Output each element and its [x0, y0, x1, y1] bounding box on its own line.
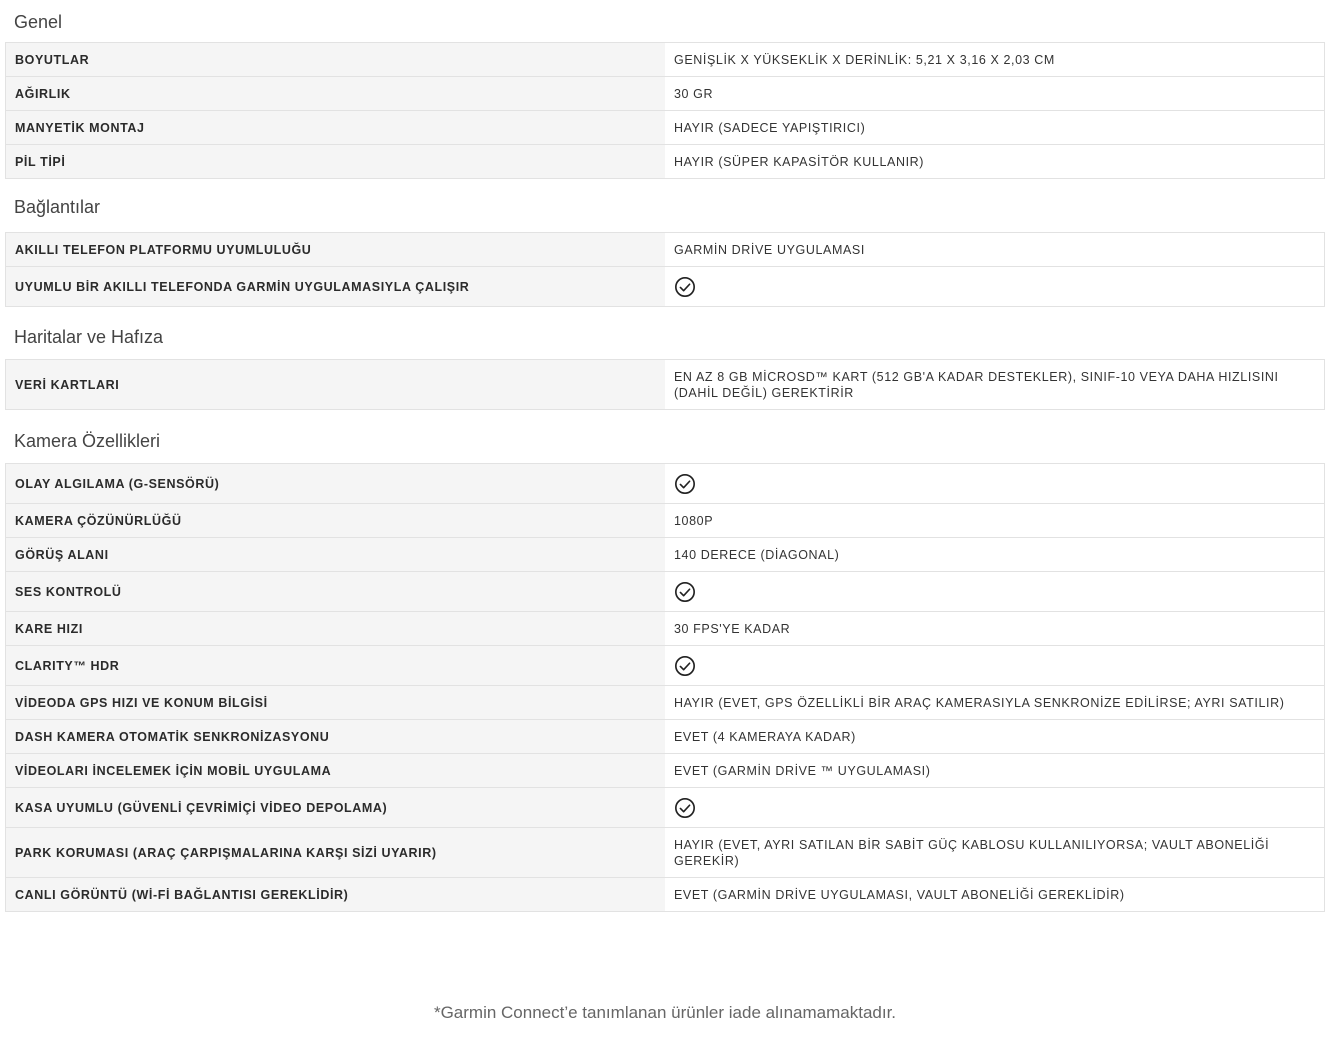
check-circle-icon	[674, 581, 696, 603]
spec-label: VERİ KARTLARI	[6, 360, 666, 410]
check-circle-icon	[674, 655, 696, 677]
spec-value	[665, 788, 1325, 828]
spec-label: CANLI GÖRÜNTÜ (Wİ-Fİ BAĞLANTISI GEREKLİDİR)	[6, 878, 666, 912]
spec-value: HAYIR (EVET, AYRI SATILAN BİR SABİT GÜÇ KABLOSU KULLANILIYORSA; VAULT ABONELİĞİ GEREKİR)	[665, 828, 1325, 878]
table-row	[6, 878, 1325, 912]
check-circle-icon	[674, 276, 696, 298]
section-title-kamera: Kamera Özellikleri	[14, 431, 161, 451]
table-row	[6, 828, 1325, 878]
table-row	[6, 77, 1325, 111]
table-row	[6, 754, 1325, 788]
table-row	[6, 267, 1325, 307]
spec-value: EVET (GARMİN DRİVE ™ UYGULAMASI)	[665, 754, 1325, 788]
spec-table-kamera	[5, 463, 1325, 912]
spec-label: GÖRÜŞ ALANI	[6, 538, 666, 572]
spec-label: AĞIRLIK	[6, 77, 666, 111]
table-row	[6, 572, 1325, 612]
spec-label: KASA UYUMLU (GÜVENLİ ÇEVRİMİÇİ VİDEO DEPOLAMA)	[6, 788, 666, 828]
spec-value: 30 GR	[665, 77, 1325, 111]
table-row	[6, 111, 1325, 145]
spec-value: GARMİN DRİVE UYGULAMASI	[665, 233, 1325, 267]
spec-value: HAYIR (EVET, GPS ÖZELLİKLİ BİR ARAÇ KAMERASIYLA SENKRONİZE EDİLİRSE; AYRI SATILIR)	[665, 686, 1325, 720]
spec-table-genel	[5, 42, 1325, 179]
table-row	[6, 538, 1325, 572]
section-title-baglantilar: Bağlantılar	[14, 197, 101, 217]
spec-value: 1080P	[665, 504, 1325, 538]
table-row	[6, 612, 1325, 646]
spec-label: OLAY ALGILAMA (G-SENSÖRÜ)	[6, 464, 666, 504]
spec-value: GENİŞLİK X YÜKSEKLİK X DERİNLİK: 5,21 X 3,16 X 2,03 CM	[665, 43, 1325, 77]
table-row	[6, 504, 1325, 538]
section-title-haritalar: Haritalar ve Hafıza	[14, 327, 164, 347]
table-row	[6, 720, 1325, 754]
spec-label: BOYUTLAR	[6, 43, 666, 77]
spec-value: HAYIR (SÜPER KAPASİTÖR KULLANIR)	[665, 145, 1325, 179]
spec-value: EVET (GARMİN DRİVE UYGULAMASI, VAULT ABONELİĞİ GEREKLİDİR)	[665, 878, 1325, 912]
spec-value: 140 DERECE (DİAGONAL)	[665, 538, 1325, 572]
spec-table-baglantilar	[5, 232, 1325, 307]
spec-label: MANYETİK MONTAJ	[6, 111, 666, 145]
spec-label: KARE HIZI	[6, 612, 666, 646]
spec-label: AKILLI TELEFON PLATFORMU UYUMLULUĞU	[6, 233, 666, 267]
spec-label: VİDEODA GPS HIZI VE KONUM BİLGİSİ	[6, 686, 666, 720]
spec-value	[665, 464, 1325, 504]
table-row	[6, 233, 1325, 267]
table-row	[6, 43, 1325, 77]
spec-label: SES KONTROLÜ	[6, 572, 666, 612]
check-circle-icon	[674, 473, 696, 495]
footer-note: *Garmin Connect’e tanımlanan ürünler iade alınamamaktadır.	[433, 1003, 897, 1022]
spec-page	[5, 0, 1325, 912]
spec-label: CLARITY™ HDR	[6, 646, 666, 686]
spec-table-haritalar	[5, 359, 1325, 410]
spec-value: EN AZ 8 GB MİCROSD™ KART (512 GB'A KADAR DESTEKLER), SINIF-10 VEYA DAHA HIZLISINI (DAHİL DEĞİL) GEREKTİRİR	[665, 360, 1325, 410]
spec-label: UYUMLU BİR AKILLI TELEFONDA GARMİN UYGULAMASIYLA ÇALIŞIR	[6, 267, 666, 307]
table-row	[6, 360, 1325, 410]
spec-label: VİDEOLARI İNCELEMEK İÇİN MOBİL UYGULAMA	[6, 754, 666, 788]
spec-value: HAYIR (SADECE YAPIŞTIRICI)	[665, 111, 1325, 145]
spec-label: PARK KORUMASI (ARAÇ ÇARPIŞMALARINA KARŞI SİZİ UYARIR)	[6, 828, 666, 878]
spec-label: PİL TİPİ	[6, 145, 666, 179]
table-row	[6, 788, 1325, 828]
spec-value	[665, 646, 1325, 686]
table-row	[6, 464, 1325, 504]
check-circle-icon	[674, 797, 696, 819]
section-title-genel: Genel	[14, 12, 63, 32]
spec-value	[665, 267, 1325, 307]
table-row	[6, 686, 1325, 720]
spec-value: EVET (4 KAMERAYA KADAR)	[665, 720, 1325, 754]
spec-label: KAMERA ÇÖZÜNÜRLÜĞÜ	[6, 504, 666, 538]
spec-label: DASH KAMERA OTOMATİK SENKRONİZASYONU	[6, 720, 666, 754]
spec-value	[665, 572, 1325, 612]
table-row	[6, 646, 1325, 686]
table-row	[6, 145, 1325, 179]
spec-value: 30 FPS'YE KADAR	[665, 612, 1325, 646]
